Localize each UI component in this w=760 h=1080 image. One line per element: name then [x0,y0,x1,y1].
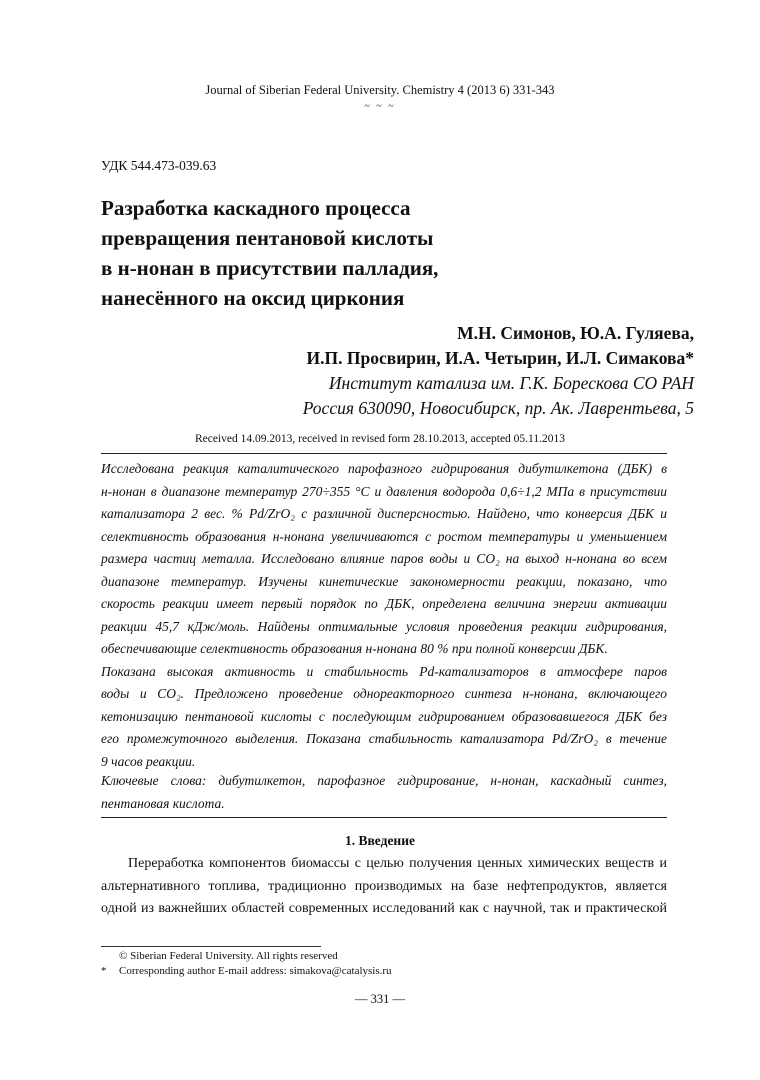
header-separator: ~ ~ ~ [364,101,396,112]
title-line: нанесённого на оксид циркония [101,286,405,310]
abstract-line: реакции 45,7 кДж/моль. Найдены оптимальные условия проведения реакции гидрирования, [101,618,667,634]
footnote-text: © Siberian Federal University. All rights reserved [119,950,338,962]
author-names-line-2: И.П. Просвирин, И.А. Четырин, И.Л. Симакова* [306,348,694,368]
section-heading: 1. Введение [345,833,415,848]
abstract-line: н-нонан в диапазоне температур 270÷355 °С и давления водорода 0,6÷1,2 МПа в присутствии [101,483,667,499]
title-line: Разработка каскадного процесса [101,196,411,220]
abstract-line: Исследована реакция каталитического парофазного гидрирования дибутилкетона (ДБК) в [101,461,667,476]
abstract-line: размера частиц металла. Исследовано влияние паров воды и CO₂ на выход н-нонана во всем [101,551,667,566]
keywords-line: пентановая кислота. [101,795,225,811]
journal-header: Journal of Siberian Federal University. Chemistry 4 (2013 6) 331-343 [205,83,555,97]
abstract-line: кетонизацию пентановой кислоты с последующим гидрированием образовавшегося ДБК без [101,708,667,724]
abstract-line: катализатора 2 вес. % Pd/ZrO₂ с различной дисперсностью. Найдено, что конверсия ДБК и [101,506,667,521]
udk-code: УДК 544.473-039.63 [101,158,217,173]
body-line: одной из важнейших областей современных исследований как с научной, так и практической [101,901,667,916]
footnote-corresponding-author [101,964,392,979]
footnotes [101,949,392,979]
abstract-line: обеспечивающие селективность образования н-нонана 80 % при полной конверсии ДБК. [101,641,608,656]
body-paragraph [101,853,667,921]
footnote-mark: * [101,965,107,977]
abstract [101,458,667,773]
abstract-line: его промежуточного выделения. Показана стабильность катализатора Pd/ZrO₂ в течение [101,731,667,746]
abstract-top-rule [101,453,667,454]
title-line: в н-нонан в присутствии палладия, [101,256,439,280]
received-dates: Received 14.09.2013, received in revised form 28.10.2013, accepted 05.11.2013 [194,433,566,445]
affiliation-line-2: Россия 630090, Новосибирск, пр. Ак. Лаврентьева, 5 [302,398,694,418]
author-names-line-1: М.Н. Симонов, Ю.А. Гуляева, [457,323,694,343]
title-line: превращения пентановой кислоты [101,226,434,250]
abstract-line: селективность образования н-нонана увеличиваются с ростом температуры и уменьшением [101,528,667,544]
abstract-bottom-rule [101,817,667,818]
keywords [101,770,667,815]
abstract-line: скорость реакции имеет первый порядок по ДБК, определена величина энергии активации [101,596,667,611]
body-line: Переработка компонентов биомассы с целью получения ценных химических веществ и [128,856,667,871]
footnote-copyright [101,949,392,964]
affiliation-line-1: Институт катализа им. Г.К. Борескова СО РАН [328,373,694,393]
footnote-rule [101,946,321,947]
article-title [101,193,661,313]
body-line: альтернативного топлива, традиционно производимых на базе нефтепродуктов, является [101,878,667,894]
abstract-line: Показана высокая активность и стабильность Pd-катализаторов в атмосфере паров [101,663,667,679]
author-block [303,321,694,421]
abstract-line: 9 часов реакции. [101,753,196,769]
footnote-text: Corresponding author E-mail address: simakova@catalysis.ru [119,965,392,977]
keywords-line: Ключевые слова: дибутилкетон, парофазное гидрирование, н-нонан, каскадный синтез, [101,773,667,788]
abstract-line: воды и CO₂. Предложено проведение однореакторного синтеза н-нонана, включающего [101,686,667,701]
page-number: — 331 — [355,992,405,1006]
abstract-line: диапазоне температур. Изучены кинетические закономерности реакции, показано, что [101,573,667,589]
